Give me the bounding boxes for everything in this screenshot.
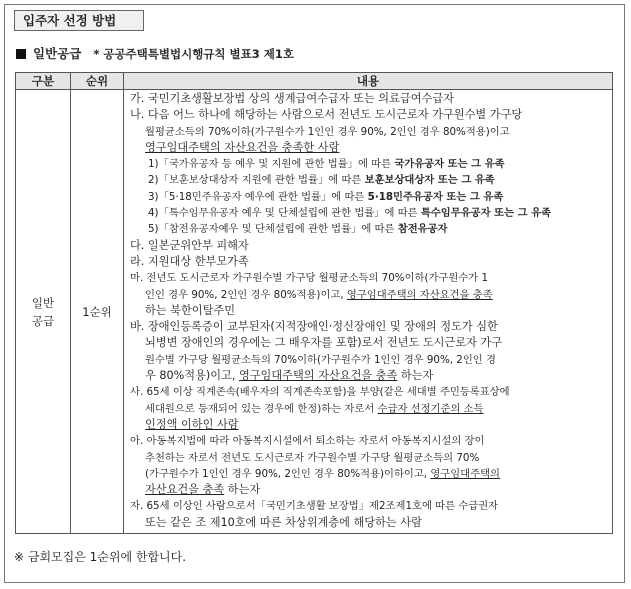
criterion-ma-line: [130, 287, 607, 303]
item-bold: 보훈보상대상자 또는 그 유족: [364, 174, 495, 187]
item-bold: 참전유공자: [397, 223, 448, 236]
table-row: [16, 90, 613, 534]
criterion-ra: 라. 지원대상 한부모가족: [130, 254, 249, 268]
criterion-ja-line: 또는 같은 조 제10호에 따른 차상위계층에 해당하는 사람: [145, 515, 422, 529]
criterion-ma-line: 마. 전년도 도시근로자 가구원수별 가구당 월평균소득의 70%이하(가구원수가 1: [130, 272, 489, 285]
category-cell: [16, 90, 71, 534]
criterion-na-line: 영구임대주택의 자산요건을 충족한 사람: [145, 140, 340, 154]
criterion-sa-line: 사. 65세 이상 직계존속(배우자의 직계존속포함)을 부양(같은 세대별 주민등록표상에: [130, 386, 510, 399]
footnote: ※ 금회모집은 1순위에 한합니다.: [14, 550, 187, 564]
header-category: 구분: [16, 73, 71, 90]
item-text: 4)「특수임무유공자 예우 및 단체설립에 관한 법률」에 따른: [148, 207, 421, 220]
criterion-da: 다. 일본군위안부 피해자: [130, 238, 249, 252]
criterion-na-line: 월평균소득의 70%이하(가구원수가 1인인 경우 90%, 2인인 경우 80%적용)이고: [145, 125, 510, 138]
item-text: 3)「5·18민주유공자 예우에 관한 법률」에 따른: [148, 190, 368, 203]
criterion-na-item: [130, 156, 607, 172]
line-underlined: 수급자 선정기준의 소득: [377, 402, 484, 415]
criterion-ja-line: 자. 65세 이상인 사람으로서「국민기초생활 보장법」제2조제1호에 따른 수급권자: [130, 500, 499, 513]
line-text: (가구원수가 1인인 경우 90%, 2인인 경우 80%적용)이하이고,: [145, 467, 431, 480]
item-text: 2)「보훈보상대상자 지원에 관한 법률」에 따른: [148, 174, 365, 187]
criterion-ba-line: 뇌병변 장애인의 경우에는 그 배우자를 포함)로서 전년도 도시근로자 가구: [145, 336, 503, 350]
criterion-a-line: 추천하는 자로서 전년도 도시근로자 가구원수별 가구당 월평균소득의 70%: [145, 451, 480, 464]
line-text: 하는자: [224, 483, 261, 497]
page-title: 입주자 선정 방법: [14, 10, 144, 31]
header-content: 내용: [124, 73, 613, 90]
line-text: 세대원으로 등재되어 있는 경우에 한정)하는 자로서: [145, 402, 378, 415]
item-bold: 5·18민주유공자 또는 그 유족: [367, 190, 504, 203]
criterion-na-line: 나. 다음 어느 하나에 해당하는 사람으로서 전년도 도시근로자 가구원수별 가구당: [130, 108, 523, 122]
criterion-na-item: [130, 189, 607, 205]
line-underlined: 자산요건을 충족: [145, 483, 225, 497]
criterion-sa-line: 인정액 이하인 사람: [145, 417, 239, 431]
table-header-row: [16, 73, 613, 90]
category-line: 일반: [31, 295, 55, 310]
content-cell: [124, 90, 613, 534]
criterion-a-line: 아. 아동복지법에 따라 아동복지시설에서 퇴소하는 자로서 아동복지시설의 장이: [130, 435, 485, 448]
line-text: 인인 경우 90%, 2인인 경우 80%적용)이고,: [145, 288, 347, 301]
item-text: 1)「국가유공자 등 예우 및 지원에 관한 법률」에 따른: [148, 158, 395, 171]
rank-cell: 1순위: [71, 90, 124, 534]
line-text: 하는자: [397, 369, 434, 383]
criterion-a-line: [130, 466, 607, 482]
line-underlined: 영구임대주택의 자산요건을 충족: [238, 369, 398, 383]
criterion-na-item: [130, 221, 607, 237]
item-text: 5)「참전유공자예우 및 단체설립에 관한 법률」에 따른: [148, 223, 398, 236]
selection-table: [15, 72, 613, 534]
item-bold: 특수임무유공자 또는 그 유족: [420, 207, 552, 220]
criterion-ga: 가. 국민기초생활보장법 상의 생계급여수급자 또는 의료급여수급자: [130, 92, 454, 105]
criterion-sa-line: [130, 401, 607, 417]
header-rank: 순위: [71, 73, 124, 90]
section-subtitle: * 공공주택특별법시행규칙 별표3 제1호: [93, 47, 294, 61]
criterion-na-item: [130, 205, 607, 221]
criterion-ba-line: 원수별 가구당 월평균소득의 70%이하(가구원수가 1인인 경우 90%, 2인인 경: [145, 353, 496, 366]
criterion-a-line: [130, 482, 607, 498]
section-title: 일반공급: [33, 46, 82, 61]
criterion-ma-line: 하는 북한이탈주민: [145, 303, 236, 317]
section-heading: [16, 44, 294, 62]
criterion-ba-line: [130, 368, 607, 384]
line-underlined: 영구임대주택의: [430, 467, 500, 480]
category-line: 공급: [31, 313, 55, 328]
line-underlined: 영구임대주택의 자산요건을 충족: [346, 288, 493, 301]
line-text: 우 80%적용)이고,: [145, 369, 239, 383]
criterion-na-item: [130, 172, 607, 188]
item-bold: 국가유공자 또는 그 유족: [394, 158, 505, 171]
square-bullet-icon: [16, 49, 26, 59]
criterion-ba-line: 바. 장애인등록증이 교부된자(지적장애인·정신장애인 및 장애의 정도가 심한: [130, 320, 498, 334]
